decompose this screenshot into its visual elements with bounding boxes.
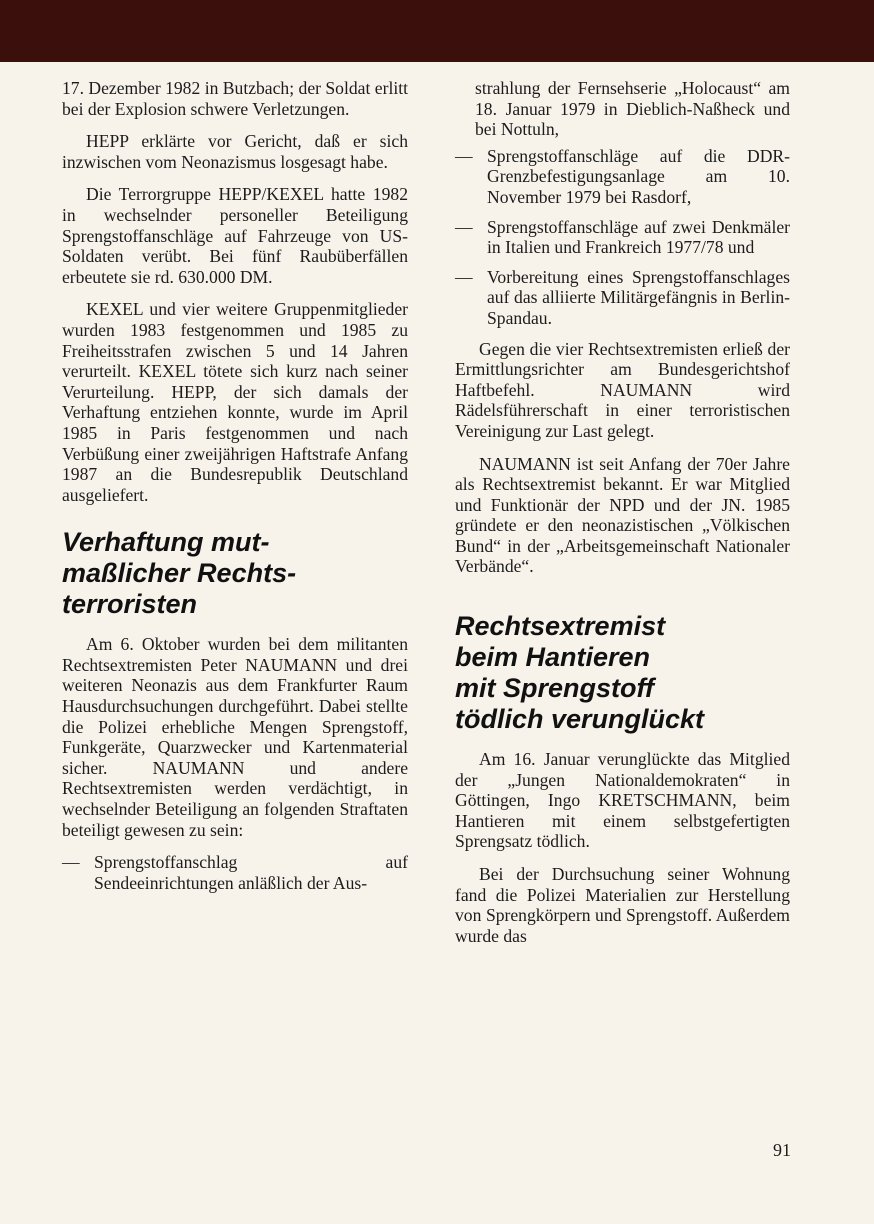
paragraph: Am 6. Oktober wurden bei dem militanten Rechtsextremisten Peter NAUMANN und drei weiteren Neonazis aus dem Frankfurter Raum Hausdurchsuchungen durchgeführt. Dabei stellte die Polizei erhebliche Mengen Sprengstoff, Funkgeräte, Quarzwecker und Kartenmaterial sicher. NAUMANN und andere Rechtsextremisten werden verdächtigt, in wechselnder Beteiligung an folgenden Straftaten beteiligt gewesen zu sein: bbox=[62, 634, 408, 840]
paragraph: KEXEL und vier weitere Gruppenmitglieder wurden 1983 festgenommen und 1985 zu Freiheitsstrafen zwischen 5 und 14 Jahren verurteilt. KEXEL tötete sich kurz nach seiner Verurteilung. HEPP, der sich damals der Verhaftung entziehen konnte, wurde im April 1985 in Paris festgenommen und nach Verbüßung einer zweijährigen Haftstrafe Anfang 1987 an die Bundesrepublik Deutschland ausgeliefert. bbox=[62, 299, 408, 505]
paragraph: Bei der Durchsuchung seiner Wohnung fand die Polizei Materialien zur Herstellung von Sprengkörpern und Sprengstoff. Außerdem wurde das bbox=[455, 864, 790, 946]
paragraph: 17. Dezember 1982 in Butzbach; der Soldat erlitt bei der Explosion schwere Verletzungen. bbox=[62, 78, 408, 119]
offense-list bbox=[62, 852, 408, 893]
list-item: — Vorbereitung eines Sprengstoffanschlages auf das alliierte Militärgefängnis in Berlin-Spandau. bbox=[455, 267, 790, 329]
offense-list-continued bbox=[455, 78, 790, 329]
header-bar bbox=[0, 0, 874, 62]
page-number: 91 bbox=[773, 1140, 791, 1160]
list-item: — Sprengstoffanschläge auf zwei Denkmäler in Italien und Frankreich 1977/78 und bbox=[455, 217, 790, 258]
list-item: — Sprengstoffanschläge auf die DDR-Grenzbefestigungsanlage am 10. November 1979 bei Rasdorf, bbox=[455, 146, 790, 208]
paragraph: HEPP erklärte vor Gericht, daß er sich inzwischen vom Neonazismus losgesagt habe. bbox=[62, 131, 408, 172]
right-column bbox=[455, 78, 790, 958]
list-item: — Sprengstoffanschlag auf Sendeeinrichtungen anläßlich der Aus- bbox=[62, 852, 408, 893]
paragraph: Die Terrorgruppe HEPP/KEXEL hatte 1982 in wechselnder personeller Beteiligung Sprengstoffanschläge auf Fahrzeuge von US-Soldaten verübt. Bei fünf Raubüberfällen erbeutete sie rd. 630.000 DM. bbox=[62, 184, 408, 287]
paragraph: Gegen die vier Rechtsextremisten erließ der Ermittlungsrichter am Bundesgerichtshof Haftbefehl. NAUMANN wird Rädelsführerschaft in einer terroristischen Vereinigung zur Last gelegt. bbox=[455, 338, 790, 441]
paragraph: NAUMANN ist seit Anfang der 70er Jahre als Rechtsextremist bekannt. Er war Mitglied und Funktionär der NPD und der JN. 1985 gründete er den neonazistischen „Völkischen Bund“ in der „Arbeitsgemeinschaft Nationaler Verbände“. bbox=[455, 453, 790, 577]
left-column bbox=[62, 78, 408, 903]
list-item: strahlung der Fernsehserie „Holocaust“ am 18. Januar 1979 in Dieblich-Naßheck und bei Nottuln, bbox=[475, 78, 790, 140]
paragraph: Am 16. Januar verunglückte das Mitglied der „Jungen Nationaldemokraten“ in Göttingen, Ingo KRETSCHMANN, beim Hantieren mit einem selbstgefertigten Sprengsatz tödlich. bbox=[455, 749, 790, 852]
section-heading: Verhaftung mut- maßlicher Rechts- terroristen bbox=[62, 527, 297, 620]
section-heading: Rechtsextremist beim Hantieren mit Sprengstoff tödlich verunglückt bbox=[455, 611, 705, 735]
